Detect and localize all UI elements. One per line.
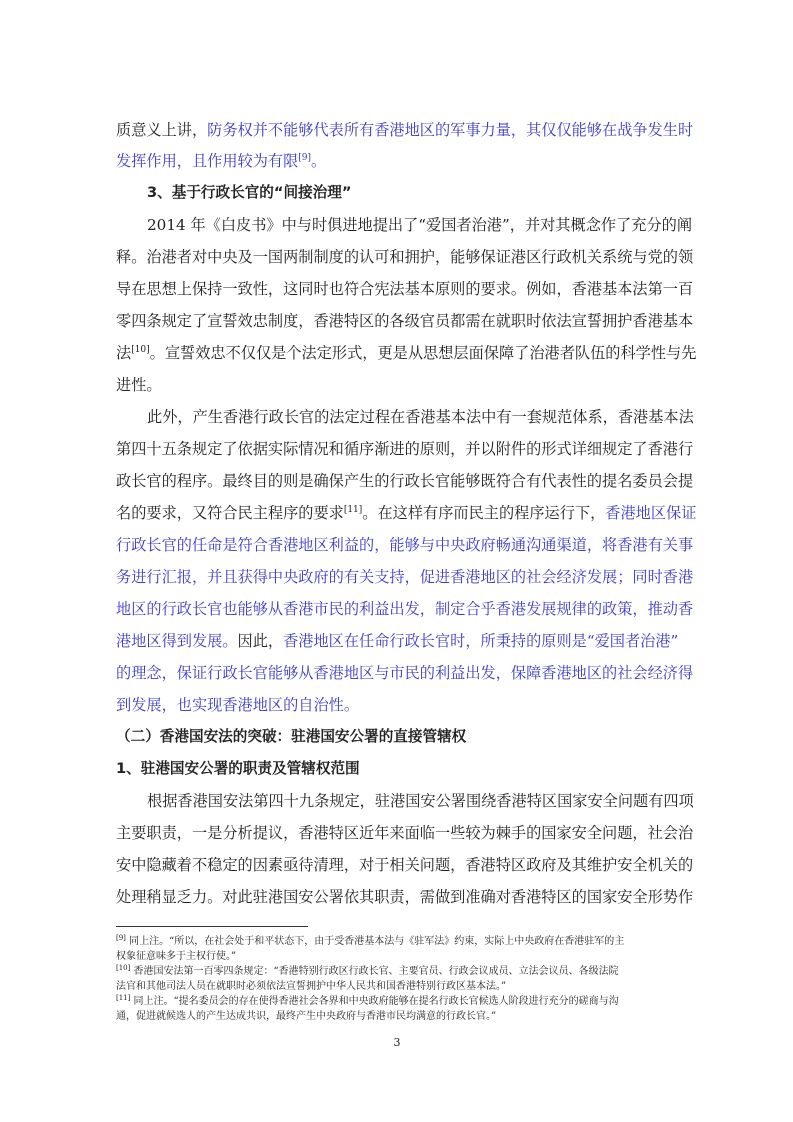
paragraph-line: 释。治港者对中央及一国两制制度的认可和拥护，能够保证港区行政机关系统与党的领 [116, 248, 694, 266]
footnote-mark: [10] [116, 964, 131, 972]
paragraph-line: 到发展，也实现香港地区的自治性。 [116, 696, 359, 714]
paragraph-line: 根据香港国安法第四十九条规定，驻港国安公署围绕香港特区国家安全问题有四项 [147, 792, 694, 810]
highlighted-text: 香港地区保证 [605, 504, 697, 522]
footnote-line: 法官和其他司法人员在就职时必须依法宣誓拥护中华人民共和国香港特别行政区基本法。” [116, 981, 507, 992]
paragraph-line: 安中隐藏着不稳定的因素亟待清理，对于相关问题，香港特区政府及其维护安全机关的 [116, 856, 694, 874]
subsection-heading: 1、驻港国安公署的职责及管辖权范围 [116, 760, 360, 777]
paragraph-line: 导在思想上保持一致性，这同时也符合宪法基本原则的要求。例如，香港基本法第一百 [116, 280, 694, 298]
highlighted-text: 。 [311, 152, 327, 170]
paragraph-line: 的理念，保证行政长官能够从香港地区与市民的利益出发，保障香港地区的社会经济得 [116, 664, 694, 682]
paragraph-line [116, 151, 726, 171]
footnote-divider [116, 926, 308, 927]
text: 因此， [237, 632, 284, 650]
paragraph-line: 主要职责，一是分析提议，香港特区近年来面临一些较为棘手的国家安全问题，社会治 [116, 824, 694, 842]
footnote-ref[interactable]: [10] [131, 345, 150, 355]
paragraph-line: 地区的行政长官也能够从香港市民的利益出发，制定合乎香港发展规律的政策，推动香 [116, 600, 694, 618]
text: 法 [116, 344, 132, 362]
paragraph-line [116, 503, 726, 523]
paragraph-line [116, 343, 726, 363]
footnote-mark: [11] [116, 994, 131, 1002]
footnote-text: 香港国安法第一百零四条规定：“香港特别行政区行政长官、主要官员、行政会议成员、立法会议员、各级法院 [130, 966, 619, 977]
paragraph-line: 处理稍显乏力。对此驻港国安公署依其职责，需做到准确对香港特区的国家安全形势作 [116, 888, 694, 906]
paragraph-line [116, 120, 726, 140]
paragraph-line: 此外，产生香港行政长官的法定过程在香港基本法中有一套规范体系，香港基本法 [147, 408, 694, 426]
highlighted-text: 发挥作用，且作用较为有限 [116, 152, 299, 170]
footnote [116, 994, 728, 1009]
footnote-text: 同上注。“所以，在社会处于和平状态下，由于受香港基本法与《驻军法》约束，实际上中央政府在香港驻军的主 [125, 936, 625, 947]
footnote [116, 964, 728, 979]
highlighted-text: 香港地区在任命行政长官时，所秉持的原则是“爱国者治港” [283, 632, 679, 650]
page-number: 3 [393, 1036, 401, 1049]
footnote-line: 权象征意味多于主权行使。” [116, 951, 237, 962]
footnote-ref[interactable]: [9] [298, 153, 311, 163]
text: 质意义上讲， [116, 121, 208, 139]
paragraph-line: 第四十五条规定了依据实际情况和循序渐进的原则，并以附件的形式详细规定了香港行 [116, 440, 694, 458]
text: 。宣誓效忠不仅仅是个法定形式，更是从思想层面保障了治港者队伍的科学性与先 [149, 344, 697, 362]
paragraph-line: 进性。 [116, 376, 162, 394]
footnote-line: 通，促进就候选人的产生达成共识，最终产生中央政府与香港市民均满意的行政长官。” [116, 1011, 497, 1022]
section-heading: （二）香港国安法的突破：驻港国安公署的直接管辖权 [116, 728, 467, 745]
footnote-mark: [9] [116, 934, 126, 942]
footnote-text: 同上注。“提名委员会的存在使得香港社会各界和中央政府能够在提名行政长官候选人阶段进行充分的磋商与沟 [130, 996, 619, 1007]
text: 名的要求，又符合民主程序的要求 [116, 504, 344, 522]
section-heading: 3、基于行政长官的“间接治理” [147, 184, 352, 201]
footnote [116, 934, 728, 949]
paragraph-line: 务进行汇报，并且获得中央政府的有关支持，促进香港地区的社会经济发展；同时香港 [116, 568, 694, 586]
paragraph-line: 行政长官的任命是符合香港地区利益的，能够与中央政府畅通沟通渠道，将香港有关事 [116, 536, 694, 554]
highlighted-text: 港地区得到发展。 [116, 632, 238, 650]
text: 。在这样有序而民主的程序运行下， [362, 504, 606, 522]
paragraph-line: 政长官的程序。最终目的则是确保产生的行政长官能够既符合有代表性的提名委员会提 [116, 472, 694, 490]
highlighted-text: 防务权并不能够代表所有香港地区的军事力量，其仅仅能够在战争发生时 [207, 121, 694, 139]
footnote-ref[interactable]: [11] [343, 505, 363, 515]
paragraph-line: 零四条规定了宣誓效忠制度，香港特区的各级官员都需在就职时依法宣誓拥护香港基本 [116, 312, 694, 330]
paragraph-line: 2014 年《白皮书》中与时俱进地提出了“爱国者治港”，并对其概念作了充分的阐 [147, 216, 693, 234]
paragraph-line [116, 631, 726, 651]
